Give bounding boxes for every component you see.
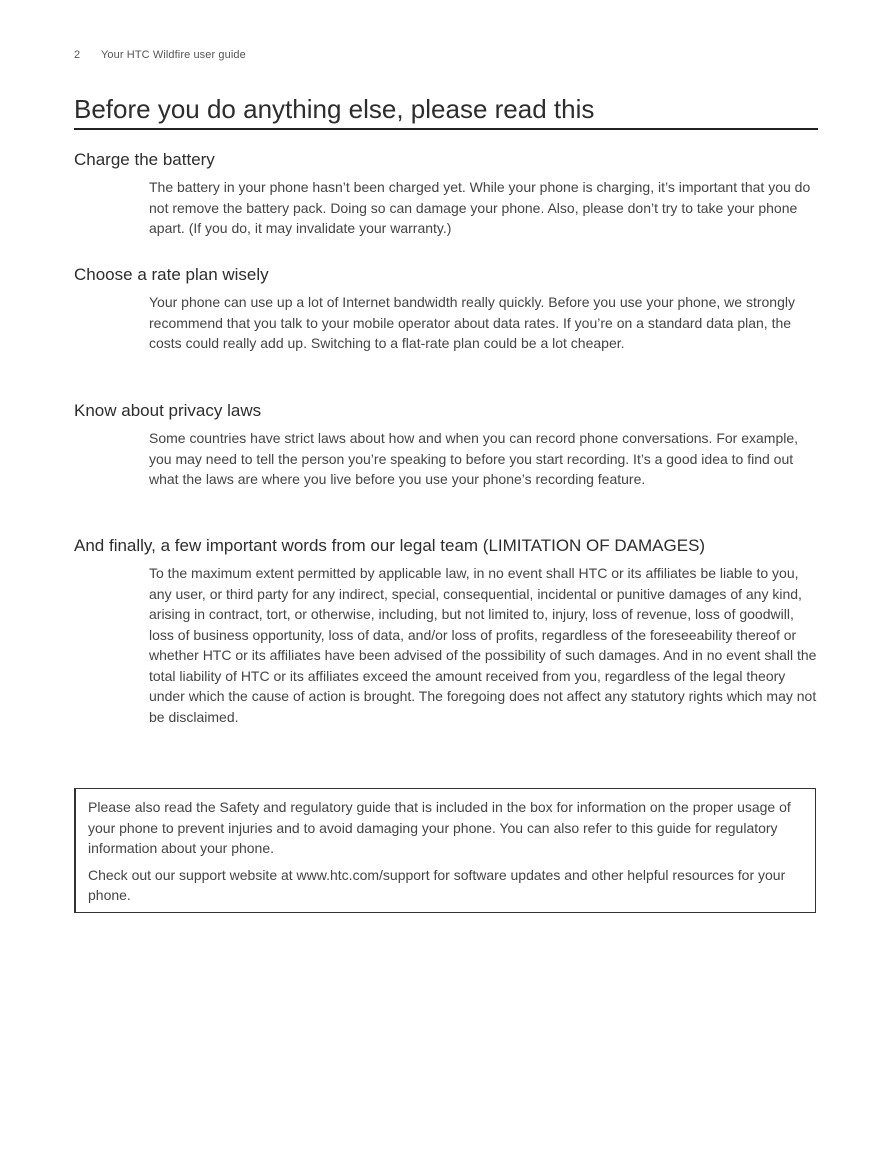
guide-title: Your HTC Wildfire user guide — [101, 49, 246, 61]
notice-paragraph-support: Check out our support website at www.htc.com/support for software updates and other helpful resources for your phone. — [88, 866, 786, 903]
page-title: Before you do anything else, please read this — [74, 92, 818, 130]
section-heading: And finally, a few important words from our legal team (LIMITATION OF DAMAGES) — [74, 536, 706, 555]
notice-paragraph-safety: Please also read the Safety and regulatory guide that is included in the box for information on the proper usage of your phone to prevent injuries and to avoid damaging your phone. You can also refer to this guide for regulatory information about your phone. — [88, 799, 791, 856]
running-header — [74, 49, 246, 61]
page-number: 2 — [74, 49, 81, 61]
notice-box — [74, 788, 816, 913]
section-privacy-laws — [74, 399, 818, 490]
section-heading: Charge the battery — [74, 150, 215, 169]
section-body: The battery in your phone hasn’t been charged yet. While your phone is charging, it’s important that you do not remove the battery pack. Doing so can damage your phone. Also, please don’t try to take your phone apart. (If you do, it may invalidate your warranty.) — [149, 179, 811, 236]
section-heading: Know about privacy laws — [74, 401, 262, 420]
section-rate-plan — [74, 263, 818, 354]
section-body: To the maximum extent permitted by applicable law, in no event shall HTC or its affiliates be liable to you, any user, or third party for any indirect, special, consequential, incidental or punitive damages of any kind, arising in contract, tort, or otherwise, including, but not limited to, injury, loss of revenue, loss of goodwill, loss of business opportunity, loss of data, and/or loss of profits, regardless of the foreseeability thereof or whether HTC or its affiliates have been advised of the possibility of such damages. And in no event shall the total liability of HTC or its affiliates exceed the amount received from you, regardless of the legal theory under which the cause of action is brought. The foregoing does not affect any statutory rights which may not be disclaimed. — [149, 565, 817, 725]
section-body: Your phone can use up a lot of Internet bandwidth really quickly. Before you use your phone, we strongly recommend that you talk to your mobile operator about data rates. If you’re on a standard data plan, the costs could really add up. Switching to a flat-rate plan could be a lot cheaper. — [149, 294, 795, 351]
section-legal — [74, 534, 818, 727]
section-charge-battery — [74, 148, 818, 239]
section-body: Some countries have strict laws about how and when you can record phone conversations. For example, you may need to tell the person you’re speaking to before you start recording. It’s a good idea to find out what the laws are where you live before you use your phone’s recording feature. — [149, 430, 799, 487]
section-heading: Choose a rate plan wisely — [74, 265, 269, 284]
